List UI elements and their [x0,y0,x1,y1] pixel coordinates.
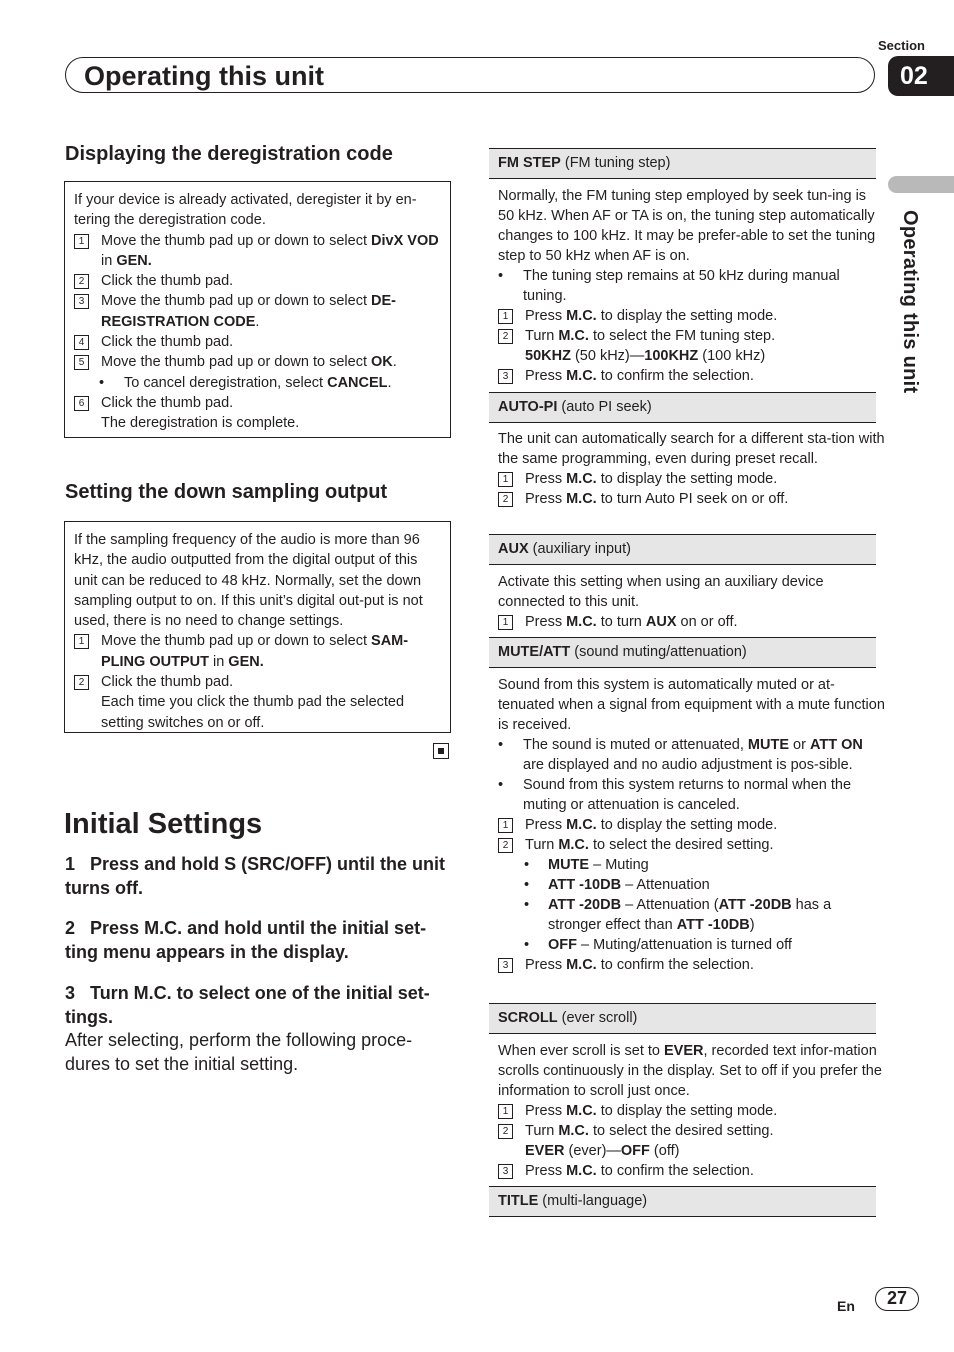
initial-step: 3 Turn M.C. to select one of the initial set-tings. [65,983,430,1027]
scroll-step: 2 Turn M.C. to select the desired setting. EVER (ever)—OFF (off) [498,1121,885,1161]
mute-att-option: • MUTE – Muting [524,857,649,873]
scroll-step: 1 Press M.C. to display the setting mode. [498,1101,885,1121]
dereg-step: 4 Click the thumb pad. [74,332,441,352]
initial-step: 1 Press and hold S (SRC/OFF) until the unit turns off. [65,854,446,898]
bullet-dot-icon: • [498,737,504,753]
downsampling-box [64,521,451,733]
scroll-step: 3 Press M.C. to confirm the selection. [498,1161,885,1181]
dereg-step: 2 Click the thumb pad. [74,271,441,291]
auto-pi-step: 2 Press M.C. to turn Auto PI seek on or off. [498,489,885,509]
mute-att-option: • ATT -10DB – Attenuation [524,877,710,893]
auto-pi-header: AUTO-PI (auto PI seek) [489,392,876,423]
bullet-dot-icon: • [524,857,530,873]
side-tab-label: Operating this unit [899,210,921,394]
bullet-dot-icon: • [524,877,530,893]
language-code: En [837,1298,855,1314]
dereg-heading: Displaying the deregistration code [65,143,393,165]
fm-step-body: Normally, the FM tuning step employed by seek tun-ing is 50 kHz. When AF or TA is on, the tuning step automatically changes to 100 kHz. It may be prefer-able to set the tuning step to 50 kHz when AF is on. • The tuning step remains at 50 kHz during manual tuning. 1 Press M.C. to display the setting mode. 2 Turn M.C. to select the FM tuning step. 50KHZ (50 kHz)—100KHZ (100 kHz) 3 Press M.C. to confirm the selection. [489,180,895,386]
fm-step-bullet: • The tuning step remains at 50 kHz during manual tuning. [498,268,840,304]
mute-att-option: • OFF – Muting/attenuation is turned off [524,937,792,953]
dereg-box [64,181,451,438]
page-title: Operating this unit [84,61,324,91]
initial-after-text: After selecting, perform the following proce-dures to set the initial setting. [65,1030,413,1074]
bullet-dot-icon: • [99,374,105,391]
initial-settings-heading: Initial Settings [64,808,263,840]
aux-step: 1 Press M.C. to turn AUX on or off. [498,612,885,632]
dereg-step: 3 Move the thumb pad up or down to select DE-REGISTRATION CODE. [74,291,441,332]
fm-step-header: FM STEP (FM tuning step) [489,148,876,179]
bullet-dot-icon: • [498,777,504,793]
dereg-intro: If your device is already activated, deregister it by en-tering the deregistration code. [74,192,417,229]
scroll-header: SCROLL (ever scroll) [489,1003,876,1034]
downsampling-step: 1 Move the thumb pad up or down to select SAM-PLING OUTPUT in GEN. [74,631,441,672]
dereg-step: 6 Click the thumb pad. The deregistration is complete. [74,393,441,434]
auto-pi-body: The unit can automatically search for a different sta-tion with the same programming, even during preset recall. 1 Press M.C. to display the setting mode. 2 Press M.C. to turn Auto PI seek on or off. [498,431,885,507]
mute-att-step: 3 Press M.C. to confirm the selection. [498,955,885,975]
scroll-body: When ever scroll is set to EVER, recorded text infor-mation scrolls continuously in the display. Set to off if you prefer the information to scroll just once. 1 Press M.C. to display the setting mode. 2 Turn M.C. to select the desired setting. EVER (ever)—OFF (off) 3 Press M.C. to confirm the selection. [489,1035,895,1181]
title-header: TITLE (multi-language) [489,1186,876,1217]
auto-pi-step: 1 Press M.C. to display the setting mode. [498,469,885,489]
mute-att-step: 1 Press M.C. to display the setting mode. [498,815,885,835]
mute-att-bullet: • The sound is muted or attenuated, MUTE or ATT ON are displayed and no audio adjustment is pos-sible. [498,737,863,773]
aux-header: AUX (auxiliary input) [489,534,876,565]
downsampling-intro: If the sampling frequency of the audio is more than 96 kHz, the audio outputted from the digital output of this unit can be reduced to 48 kHz. Normally, set the down sampling output to on. If this unit’s digital out-put is not used, there is no need to change settings. [74,532,423,630]
section-number: 02 [888,56,954,96]
side-tab-marker [888,176,954,193]
mute-att-step: 2 Turn M.C. to select the desired setting. [498,835,885,855]
bullet-dot-icon: • [498,268,504,284]
fm-step-step: 1 Press M.C. to display the setting mode. [498,306,885,326]
mute-att-body: Sound from this system is automatically muted or at-tenuated when a signal from equipment with a mute function is received. • The sound is muted or attenuated, MUTE or ATT ON are displayed and no audio adjustment is pos-sible. • Sound from this system returns to normal when the muting or attenuation is canceled. 1 Press M.C. to display the setting mode. 2 Turn M.C. to select the desired setting. • MUTE – Muting • ATT -10DB – Attenuation • ATT -20DB – Attenuation (ATT -20DB has a stronger effect than ATT -10DB) • OFF – Muting/attenuation is turned off 3 Press M.C. to confirm the selection. [498,677,885,973]
aux-body: Activate this setting when using an auxiliary device connected to this unit. 1 Press M.C. to turn AUX on or off. [489,566,895,632]
dereg-bullet: • To cancel deregistration, select CANCEL. [74,373,441,393]
section-label: Section [878,38,925,53]
dereg-step: 5 Move the thumb pad up or down to select OK. [74,352,441,372]
initial-step: 2 Press M.C. and hold until the initial set-ting menu appears in the display. [65,918,427,962]
downsampling-step: 2 Click the thumb pad. Each time you click the thumb pad the selected setting switches on or off. [74,672,441,733]
dereg-step: 1 Move the thumb pad up or down to select DivX VOD in GEN. [74,231,441,272]
bullet-dot-icon: • [524,937,530,953]
bullet-dot-icon: • [524,897,530,913]
page-number: 27 [875,1287,919,1311]
downsampling-heading: Setting the down sampling output [65,481,388,503]
fm-step-step: 2 Turn M.C. to select the FM tuning step. 50KHZ (50 kHz)—100KHZ (100 kHz) [498,326,885,366]
fm-step-step: 3 Press M.C. to confirm the selection. [498,366,885,386]
end-of-section-square-icon [433,743,449,759]
mute-att-option: • ATT -20DB – Attenuation (ATT -20DB has a stronger effect than ATT -10DB) [524,897,832,933]
mute-att-bullet: • Sound from this system returns to normal when the muting or attenuation is canceled. [498,777,852,813]
mute-att-header: MUTE/ATT (sound muting/attenuation) [489,637,876,668]
